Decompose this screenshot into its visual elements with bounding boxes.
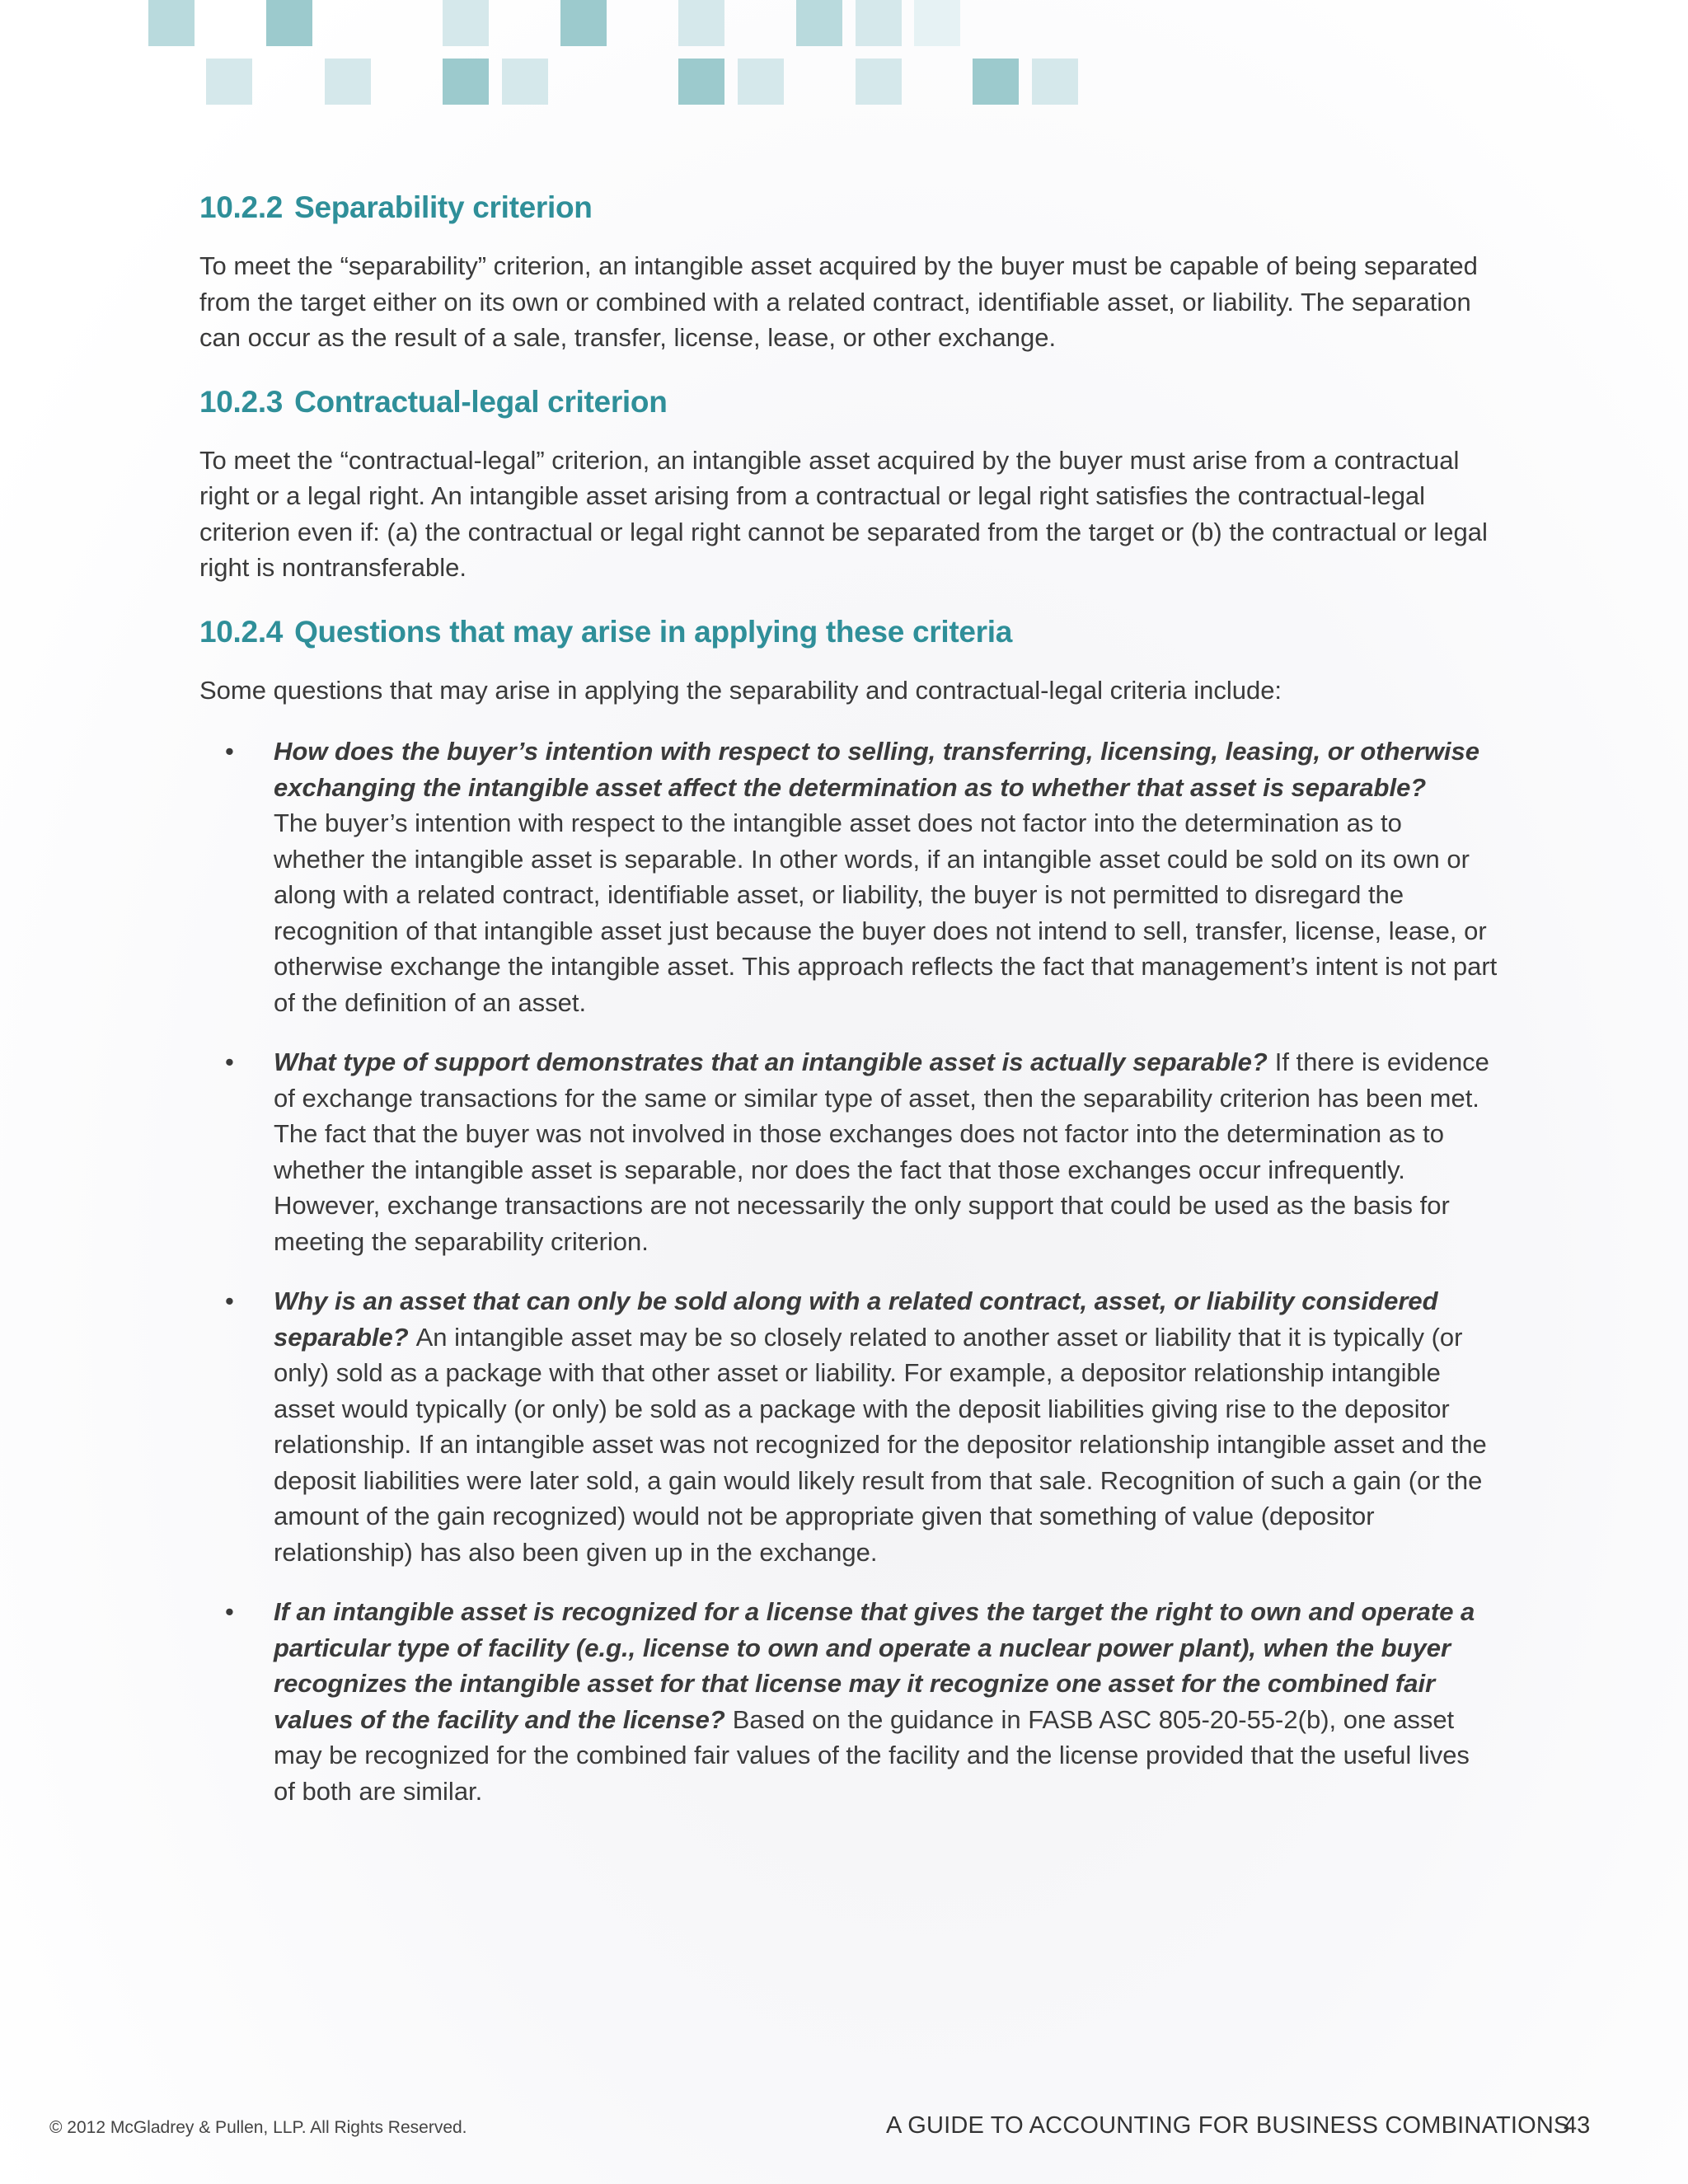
section-title: Separability criterion xyxy=(294,190,593,224)
page-content xyxy=(199,188,1498,1833)
mosaic-tile xyxy=(443,59,489,105)
mosaic-tile xyxy=(148,0,195,46)
mosaic-tile xyxy=(678,0,724,46)
questions-list xyxy=(199,733,1498,1809)
mosaic-tile xyxy=(973,59,1019,105)
mosaic-tile xyxy=(856,59,902,105)
footer-copyright: © 2012 McGladrey & Pullen, LLP. All Rights Reserved. xyxy=(49,2118,467,2137)
bullet-icon: • xyxy=(225,1286,234,1315)
section-title: Questions that may arise in applying these criteria xyxy=(294,614,1013,649)
question-text: If an intangible asset is recognized for a license that gives the target the right to own and operate a particular type of facility (e.g., license to own and operate a nuclear power plant), when the buyer recognizes the intangible asset for that license may it recognize one asset for the combined fair values of the facility and the license? xyxy=(274,1597,1475,1734)
mosaic-tile xyxy=(325,59,371,105)
section-number: 10.2.3 xyxy=(199,384,284,419)
section-number: 10.2.4 xyxy=(199,614,284,649)
mosaic-tile xyxy=(443,0,489,46)
mosaic-tile xyxy=(796,0,842,46)
mosaic-tile xyxy=(560,0,607,46)
bullet-icon: • xyxy=(225,737,234,766)
intro-paragraph: Some questions that may arise in applying the separability and contractual-legal criteria include: xyxy=(199,675,1282,705)
mosaic-tile xyxy=(914,0,960,46)
list-item xyxy=(199,1044,1498,1259)
section-number: 10.2.2 xyxy=(199,190,284,224)
decorative-tile-mosaic xyxy=(0,0,1688,115)
answer-text: If there is evidence of exchange transactions for the same or similar type of asset, then the separability criterion has been met. The fact that the buyer was not involved in those exchanges does not factor into the determination as to whether the intangible asset is separable, nor does the fact that those exchanges occur infrequently. However, exchange transactions are not necessarily the only support that could be used as the basis for meeting the separability criterion. xyxy=(274,1047,1489,1256)
section-heading-separability xyxy=(199,188,1498,227)
answer-text: An intangible asset may be so closely related to another asset or liability that it is typically (or only) sold as a package with that other asset or liability. For example, a depositor relationship intangible asset would typically (or only) be sold as a package with the deposit liabilities giving rise to the depositor relationship. If an intangible asset was not recognized for the depositor relationship intangible asset and the deposit liabilities were later sold, a gain would likely result from that sale. Recognition of such a gain (or the amount of the gain recognized) would not be appropriate given that something of value (depositor relationship) has also been given up in the exchange. xyxy=(274,1322,1487,1567)
question-text: What type of support demonstrates that an intangible asset is actually separable? xyxy=(274,1047,1268,1076)
list-item xyxy=(199,1594,1498,1809)
answer-text: The buyer’s intention with respect to the intangible asset does not factor into the determination as to whether the intangible asset is separable. In other words, if an intangible asset could be sold on its own or along with a related contract, identifiable asset, or liability, the buyer is not permitted to disregard the recognition of that intangible asset just because the buyer does not intend to sell, transfer, license, lease, or otherwise exchange the intangible asset. This approach reflects the fact that management’s intent is not part of the definition of an asset. xyxy=(274,808,1498,1017)
answer-text: Based on the guidance in FASB ASC 805-20-55-2(b), one asset may be recognized for the combined fair values of the facility and the license provided that the useful lives of both are similar. xyxy=(274,1704,1470,1806)
question-text: How does the buyer’s intention with respect to selling, transferring, licensing, leasing, or otherwise exchanging the intangible asset affect the determination as to whether that asset is separable? xyxy=(274,737,1480,802)
mosaic-tile xyxy=(856,0,902,46)
mosaic-tile xyxy=(1032,59,1078,105)
section-title: Contractual-legal criterion xyxy=(294,384,668,419)
section-heading-questions xyxy=(199,612,1498,652)
footer-title: A GUIDE TO ACCOUNTING FOR BUSINESS COMBINATIONS xyxy=(886,2112,1570,2139)
list-item xyxy=(199,733,1498,1020)
mosaic-tile xyxy=(738,59,784,105)
question-text: Why is an asset that can only be sold along with a related contract, asset, or liability considered separable? xyxy=(274,1286,1438,1352)
page-number: 43 xyxy=(1564,2112,1591,2139)
section-heading-contractual-legal xyxy=(199,382,1498,422)
bullet-icon: • xyxy=(225,1047,234,1076)
mosaic-tile xyxy=(266,0,312,46)
bullet-icon: • xyxy=(225,1597,234,1626)
mosaic-tile xyxy=(502,59,548,105)
paragraph: To meet the “separability” criterion, an intangible asset acquired by the buyer must be capable of being separated from the target either on its own or combined with a related contract, identifiable asset, or liability. The separation can occur as the result of a sale, transfer, license, lease, or other exchange. xyxy=(199,251,1478,352)
paragraph: To meet the “contractual-legal” criterion, an intangible asset acquired by the buyer must arise from a contractual right or a legal right. An intangible asset arising from a contractual or legal right satisfies the contractual-legal criterion even if: (a) the contractual or legal right cannot be separated from the target or (b) the contractual or legal right is nontransferable. xyxy=(199,445,1488,582)
mosaic-tile xyxy=(678,59,724,105)
list-item xyxy=(199,1283,1498,1570)
mosaic-tile xyxy=(206,59,252,105)
